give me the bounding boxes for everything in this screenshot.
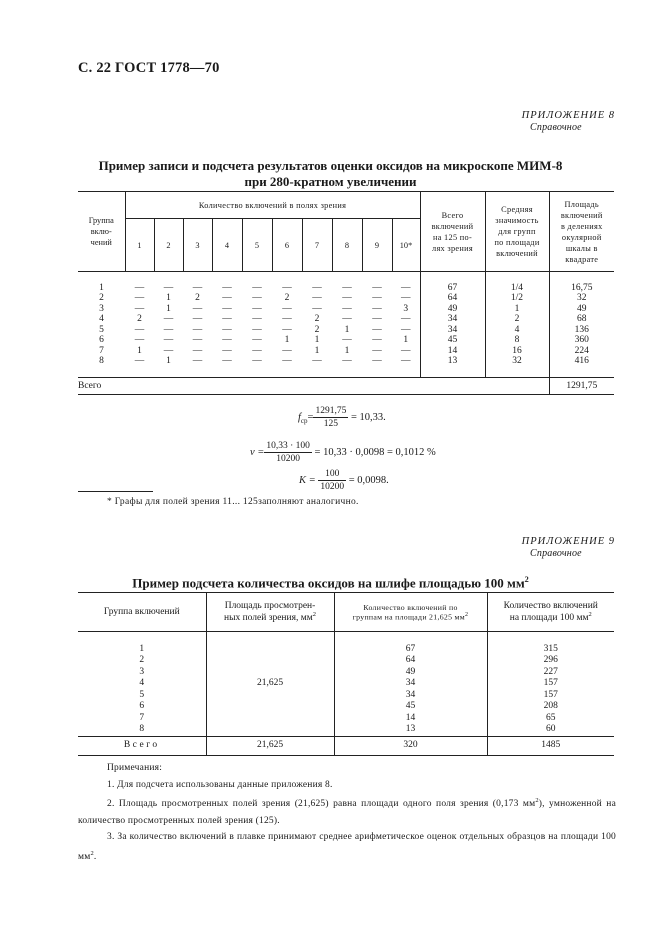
col-significance-header: Средняя значимость для групп по площади включений xyxy=(485,192,549,272)
page-header: С. 22 ГОСТ 1778—70 xyxy=(78,60,220,76)
field-cell: — xyxy=(222,303,232,314)
total-label: Всего xyxy=(123,739,160,750)
field-cell: — xyxy=(134,356,145,366)
field-cell: 1 xyxy=(137,345,142,356)
field-cell: — xyxy=(372,356,382,366)
table-row xyxy=(78,325,614,336)
footnote: * Графы для полей зрения 11... 125заполняют аналогично. xyxy=(107,497,359,507)
count-cell: 45 xyxy=(334,701,487,713)
field-cell: 1 xyxy=(314,345,320,356)
field-cell: — xyxy=(312,282,322,293)
per100-cell: 315 xyxy=(487,644,614,656)
area-cell: 136 xyxy=(549,325,614,336)
formula-v: v = $\frac{10,33 \cdot 100}{10200}$ = 10,33 · 0,0098 = 0,1012 % xyxy=(250,441,436,464)
field-cell: — xyxy=(163,335,174,345)
field-number: 1 xyxy=(125,219,154,272)
field-cell: — xyxy=(282,314,292,324)
fields-header: Количество включений в полях зрения xyxy=(125,192,420,219)
field-cell: — xyxy=(282,282,292,293)
field-cell: — xyxy=(312,293,322,303)
note-3: 3. За количество включений в плавке принимают среднее арифметическое оценок отдельных образцов на площади 100 $мм^2$. xyxy=(78,832,616,862)
field-cell: 1 xyxy=(166,303,171,314)
count-cell: 14 xyxy=(334,713,487,725)
field-cell: — xyxy=(222,356,232,366)
group-cell: 4 xyxy=(139,678,145,688)
field-number: 7 xyxy=(302,219,332,272)
significance-cell: 16 xyxy=(485,346,549,357)
table-row xyxy=(78,293,614,304)
field-cell: — xyxy=(163,324,174,335)
oxide-area-table xyxy=(78,592,614,756)
field-cell: — xyxy=(163,345,174,356)
field-cell: — xyxy=(252,282,262,293)
significance-cell: 32 xyxy=(485,356,549,367)
notes-heading: Примечания: xyxy=(107,763,163,773)
group-cell: 2 xyxy=(139,655,145,665)
group-cell: 2 xyxy=(99,293,104,303)
field-cell: — xyxy=(252,345,262,356)
group-cell: 5 xyxy=(139,689,145,700)
total-cell: 49 xyxy=(420,304,485,315)
field-cell: — xyxy=(252,335,262,345)
group-cell: 6 xyxy=(99,335,104,345)
field-cell: 2 xyxy=(314,314,320,324)
appendix-9-sublabel: Справочное xyxy=(530,548,582,559)
total-count: 320 xyxy=(334,736,487,755)
field-cell: 1 xyxy=(344,345,350,356)
field-cell: — xyxy=(192,345,203,356)
field-cell: — xyxy=(134,335,145,345)
appendix-8-title-line1: Пример записи и подсчета результатов оценки оксидов на микроскопе МИМ-8 xyxy=(98,158,563,173)
field-cell: — xyxy=(282,356,292,366)
field-cell: — xyxy=(312,303,322,314)
per100-cell: 157 xyxy=(487,690,614,702)
field-cell: — xyxy=(192,324,203,335)
table-row xyxy=(78,713,614,725)
field-cell: — xyxy=(401,324,411,335)
count-cell: 67 xyxy=(334,644,487,656)
per100-cell: 157 xyxy=(487,678,614,690)
field-cell: — xyxy=(192,335,203,345)
count-cell: 64 xyxy=(334,655,487,667)
significance-cell: 4 xyxy=(485,325,549,336)
per100-cell: 60 xyxy=(487,724,614,736)
field-cell: — xyxy=(401,356,411,366)
area-cell: 68 xyxy=(549,314,614,325)
field-cell: — xyxy=(252,303,262,314)
total-cell: 67 xyxy=(420,283,485,294)
field-cell: — xyxy=(282,345,292,356)
group-cell: 3 xyxy=(139,666,145,677)
appendix-8-title xyxy=(0,158,661,190)
field-cell: — xyxy=(342,314,352,324)
field-cell: 1 xyxy=(314,335,320,345)
per100-cell: 65 xyxy=(487,713,614,725)
total-label: Всего xyxy=(78,380,102,391)
note-1: 1. Для подсчета использованы данные приложения 8. xyxy=(107,779,333,790)
field-cell: — xyxy=(372,303,382,314)
table-row xyxy=(78,690,614,702)
field-cell: — xyxy=(192,282,203,293)
field-number: 5 xyxy=(242,219,272,272)
appendix-9-label: ПРИЛОЖЕНИЕ 9 xyxy=(521,536,615,547)
table-row xyxy=(78,644,614,656)
count-cell: 49 xyxy=(334,667,487,679)
total-cell: 13 xyxy=(420,356,485,367)
field-cell: — xyxy=(312,356,322,366)
field-number: 10* xyxy=(392,219,420,272)
field-cell: — xyxy=(342,293,352,303)
group-cell: 6 xyxy=(139,701,145,711)
significance-cell: 8 xyxy=(485,335,549,346)
appendix-8-title-line2: при 280-кратном увеличении xyxy=(244,174,417,189)
table-row xyxy=(78,346,614,357)
field-number: 9 xyxy=(362,219,392,272)
table-row xyxy=(78,724,614,736)
group-cell: 7 xyxy=(139,712,145,723)
total-cell: 34 xyxy=(420,325,485,336)
field-cell: — xyxy=(192,356,203,366)
table-row xyxy=(78,314,614,325)
col-area-header: Площадь просмотрен- ных полей зрения, $мм^2$ xyxy=(206,593,334,632)
field-cell: 1 xyxy=(284,335,290,345)
field-cell: — xyxy=(252,324,262,335)
field-cell: — xyxy=(372,345,382,356)
significance-cell: 1/4 xyxy=(485,283,549,294)
field-cell: — xyxy=(222,282,232,293)
area-cell: 416 xyxy=(549,356,614,367)
significance-cell: 2 xyxy=(485,314,549,325)
table-row xyxy=(78,304,614,315)
count-cell: 34 xyxy=(334,678,487,690)
col-group-header: Группа включений xyxy=(103,607,180,617)
count-cell: 34 xyxy=(334,690,487,702)
area-value-cell: 21,625 xyxy=(206,632,334,737)
table-row xyxy=(78,701,614,713)
field-cell: — xyxy=(192,314,203,324)
field-cell: — xyxy=(401,293,411,303)
field-cell: — xyxy=(252,314,262,324)
field-number: 2 xyxy=(154,219,183,272)
field-cell: — xyxy=(372,335,382,345)
col-area-header: Площадь включений в делениях окулярной шкалы в квадрате xyxy=(549,192,614,272)
group-cell: 8 xyxy=(139,724,145,734)
per100-cell: 227 xyxy=(487,667,614,679)
oxide-count-table xyxy=(78,191,614,395)
appendix-9-title: Пример подсчета количества оксидов на шлифе площадью 100 $мм^2$ xyxy=(132,575,529,591)
appendix-8-label: ПРИЛОЖЕНИЕ 8 xyxy=(521,110,615,121)
group-cell: 7 xyxy=(99,345,104,356)
area-cell: 360 xyxy=(549,335,614,346)
table-row xyxy=(78,335,614,346)
group-cell: 4 xyxy=(99,314,104,324)
field-cell: 2 xyxy=(137,314,142,324)
field-number: 6 xyxy=(272,219,302,272)
field-cell: — xyxy=(222,293,232,303)
significance-cell: 1/2 xyxy=(485,293,549,304)
field-cell: — xyxy=(372,324,382,335)
field-cell: — xyxy=(222,324,232,335)
formula-f-avg: $f_{ср}=$ $\frac{1291,75}{125}$ = 10,33. xyxy=(298,406,386,429)
field-cell: 3 xyxy=(403,303,409,314)
field-cell: — xyxy=(342,282,352,293)
table-row xyxy=(78,678,614,690)
field-cell: — xyxy=(282,324,292,335)
field-cell: — xyxy=(342,303,352,314)
field-cell: — xyxy=(134,282,145,293)
total-area: 21,625 xyxy=(206,736,334,755)
field-cell: — xyxy=(372,314,382,324)
field-cell: 1 xyxy=(166,293,171,303)
field-number: 8 xyxy=(332,219,362,272)
significance-cell: 1 xyxy=(485,304,549,315)
field-cell: — xyxy=(401,345,411,356)
group-cell: 5 xyxy=(99,324,104,335)
field-cell: 2 xyxy=(195,293,200,303)
total-cell: 64 xyxy=(420,293,485,304)
formula-f-symbol: f xyxy=(298,411,301,423)
col-count-header: Количество включений по группам на площади 21,625 $мм^2$ xyxy=(334,593,487,632)
note-2: 2. Площадь просмотренных полей зрения (21,625) равна площади одного поля зрения (0,173 $мм^2$), умноженной на количество просмотренных полей зрения (125). xyxy=(78,797,616,826)
field-cell: — xyxy=(222,335,232,345)
formula-k: K = $\frac{100}{10200}$ = 0,0098. xyxy=(299,469,389,492)
group-cell: 1 xyxy=(139,643,145,654)
field-cell: — xyxy=(222,314,232,324)
field-cell: — xyxy=(134,293,145,303)
group-cell: 1 xyxy=(99,282,104,293)
area-cell: 32 xyxy=(549,293,614,304)
table-row xyxy=(78,356,614,367)
field-cell: 2 xyxy=(314,324,320,335)
field-number: 4 xyxy=(212,219,242,272)
col-total-header: Всего включений на 125 по- лях зрения xyxy=(420,192,485,272)
appendix-8-sublabel: Справочное xyxy=(530,122,582,133)
area-cell: 16,75 xyxy=(549,283,614,294)
per100-cell: 208 xyxy=(487,701,614,713)
field-cell: 1 xyxy=(344,324,350,335)
total-area: 1291,75 xyxy=(549,378,614,395)
field-cell: 1 xyxy=(166,356,171,366)
per100-cell: 296 xyxy=(487,655,614,667)
col-per100-header: Количество включений на площади 100 $мм^2$ xyxy=(487,593,614,632)
footnote-rule xyxy=(78,491,153,492)
count-cell: 13 xyxy=(334,724,487,736)
field-cell: — xyxy=(401,282,411,293)
area-cell: 224 xyxy=(549,346,614,357)
group-cell: 3 xyxy=(99,303,104,314)
field-cell: — xyxy=(372,282,382,293)
field-cell: 2 xyxy=(284,293,290,303)
field-cell: — xyxy=(282,303,292,314)
table-row xyxy=(78,283,614,294)
field-cell: — xyxy=(372,293,382,303)
field-cell: — xyxy=(252,293,262,303)
field-cell: — xyxy=(401,314,411,324)
field-cell: — xyxy=(134,303,145,314)
total-cell: 34 xyxy=(420,314,485,325)
notes xyxy=(78,760,616,865)
total-cell: 45 xyxy=(420,335,485,346)
field-number: 3 xyxy=(183,219,212,272)
total-cell: 14 xyxy=(420,346,485,357)
field-cell: — xyxy=(163,282,174,293)
table-row xyxy=(78,655,614,667)
field-cell: — xyxy=(192,303,203,314)
area-cell: 49 xyxy=(549,304,614,315)
group-cell: 8 xyxy=(99,356,104,366)
field-cell: — xyxy=(222,345,232,356)
field-cell: — xyxy=(342,335,352,345)
field-cell: — xyxy=(163,314,174,324)
field-cell: — xyxy=(342,356,352,366)
col-group-header: Группа вклю- чений xyxy=(78,192,125,272)
table-row xyxy=(78,667,614,679)
total-per100: 1485 xyxy=(487,736,614,755)
field-cell: — xyxy=(134,324,145,335)
field-cell: — xyxy=(252,356,262,366)
field-cell: 1 xyxy=(403,335,409,345)
